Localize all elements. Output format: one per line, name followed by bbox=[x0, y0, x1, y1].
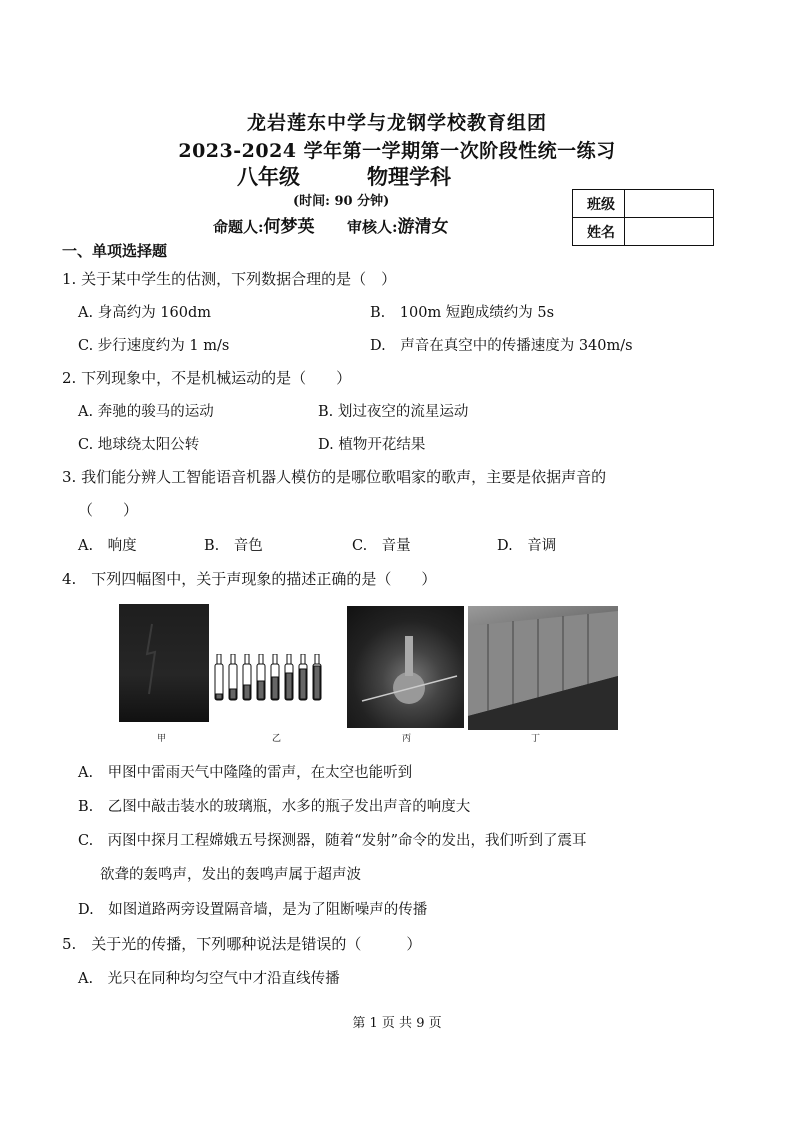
subject-label: 物理学科 bbox=[367, 164, 451, 189]
name-field[interactable] bbox=[625, 218, 714, 246]
probe-icon bbox=[347, 606, 464, 728]
question-stem: 5. 关于光的传播，下列哪种说法是错误的（ ） bbox=[62, 935, 422, 953]
option-d: D. 声音在真空中的传播速度为 340m/s bbox=[370, 338, 633, 354]
option-c: C. 地球绕太阳公转 bbox=[78, 437, 200, 453]
option-d: D. 音调 bbox=[497, 538, 557, 554]
grade-label: 八年级 bbox=[237, 164, 300, 189]
page-number: 第 1 页 共 9 页 bbox=[352, 1016, 442, 1031]
exam-time: (时间: 90 分钟) bbox=[293, 194, 390, 209]
student-info-table bbox=[572, 189, 714, 246]
option-b: B. 音色 bbox=[204, 538, 263, 554]
author-label: 命题人: bbox=[213, 218, 264, 236]
reviewer-line bbox=[347, 212, 449, 237]
option-c: C. 音量 bbox=[352, 538, 411, 554]
figure-caption: 甲 bbox=[157, 734, 167, 744]
option-a: A. 奔驰的骏马的运动 bbox=[78, 404, 214, 420]
reviewer-name: 游清女 bbox=[397, 217, 449, 237]
lightning-icon bbox=[119, 604, 209, 722]
author-line bbox=[213, 212, 315, 237]
barrier-wall-icon bbox=[468, 606, 618, 730]
figure-caption: 乙 bbox=[272, 734, 282, 744]
option-a: A. 甲图中雷雨天气中隆隆的雷声，在太空也能听到 bbox=[78, 765, 413, 781]
thunderstorm-photo bbox=[119, 604, 209, 722]
water-bottles-illustration bbox=[213, 654, 333, 704]
option-d: D. 植物开花结果 bbox=[318, 437, 426, 453]
noise-barrier-photo bbox=[468, 606, 618, 730]
option-c: C. 丙图中探月工程嫦娥五号探测器，随着“发射”命令的发出，我们听到了震耳 bbox=[78, 833, 587, 849]
question-stem-continued: （ ） bbox=[78, 501, 139, 519]
option-c-continued: 欲聋的轰鸣声，发出的轰鸣声属于超声波 bbox=[100, 867, 361, 883]
option-d: D. 如图道路两旁设置隔音墙，是为了阻断噪声的传播 bbox=[78, 902, 428, 918]
author-name: 何梦英 bbox=[263, 217, 315, 237]
exam-title-school: 龙岩莲东中学与龙钢学校教育组团 bbox=[246, 112, 547, 134]
option-c: C. 步行速度约为 1 m/s bbox=[78, 338, 230, 354]
question-stem: 2. 下列现象中，不是机械运动的是（ ） bbox=[62, 369, 352, 387]
class-field[interactable] bbox=[625, 190, 714, 218]
option-b: B. 乙图中敲击装水的玻璃瓶，水多的瓶子发出声音的响度大 bbox=[78, 799, 471, 815]
option-a: A. 响度 bbox=[78, 538, 137, 554]
question-stem: 3. 我们能分辨人工智能语音机器人模仿的是哪位歌唱家的歌声，主要是依据声音的 bbox=[62, 468, 607, 486]
class-label: 班级 bbox=[573, 190, 625, 218]
question-stem: 1. 关于某中学生的估测，下列数据合理的是（ ） bbox=[62, 270, 397, 288]
option-b: B. 划过夜空的流星运动 bbox=[318, 404, 469, 420]
exam-title-term: 2023-2024 学年第一学期第一次阶段性统一练习 bbox=[178, 140, 616, 162]
lunar-probe-photo bbox=[347, 606, 464, 728]
figure-caption: 丁 bbox=[531, 734, 541, 744]
reviewer-label: 审核人: bbox=[347, 218, 398, 236]
name-label: 姓名 bbox=[573, 218, 625, 246]
option-a: A. 身高约为 160dm bbox=[78, 305, 212, 321]
question-stem: 4. 下列四幅图中，关于声现象的描述正确的是（ ） bbox=[62, 570, 437, 588]
section-heading: 一、单项选择题 bbox=[62, 242, 168, 260]
option-b: B. 100m 短跑成绩约为 5s bbox=[370, 305, 555, 321]
figure-four-photos bbox=[119, 604, 539, 744]
figure-caption: 丙 bbox=[402, 734, 412, 744]
option-a: A. 光只在同种均匀空气中才沿直线传播 bbox=[78, 971, 340, 987]
